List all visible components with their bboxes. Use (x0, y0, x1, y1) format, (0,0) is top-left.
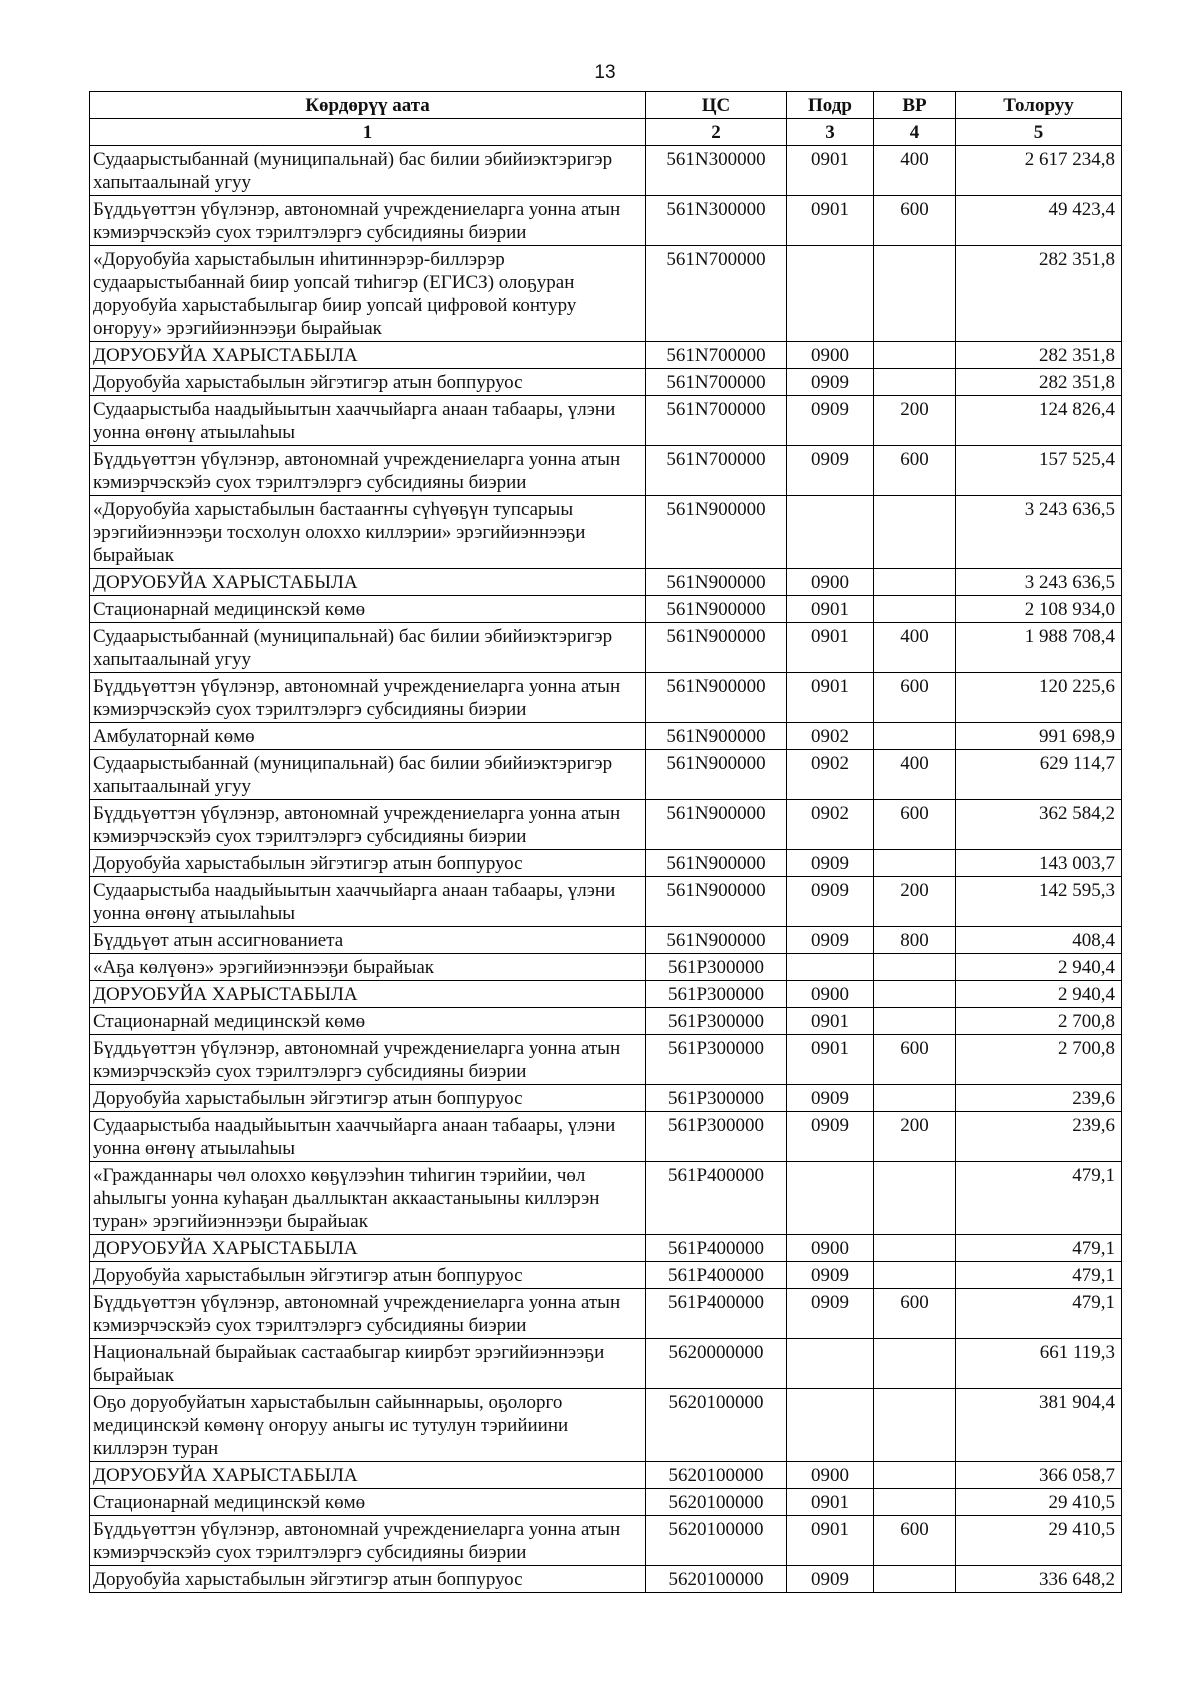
row-vr-cell (874, 1566, 956, 1593)
row-amount-cell: 120 225,6 (956, 673, 1122, 723)
column-number: 1 (90, 119, 646, 146)
row-vr-cell: 400 (874, 750, 956, 800)
table-row (90, 1516, 1122, 1566)
table-row (90, 1566, 1122, 1593)
row-name-cell: Доруобуйа харыстабылын эйгэтигэр атын боппуруос (90, 1085, 646, 1112)
row-cs-cell: 5620000000 (646, 1339, 787, 1389)
row-vr-cell: 600 (874, 1035, 956, 1085)
row-podr-cell (787, 954, 874, 981)
row-vr-cell: 600 (874, 673, 956, 723)
row-amount-cell: 282 351,8 (956, 342, 1122, 369)
row-podr-cell (787, 246, 874, 342)
column-number: 3 (787, 119, 874, 146)
row-amount-cell: 239,6 (956, 1112, 1122, 1162)
row-podr-cell: 0902 (787, 750, 874, 800)
row-podr-cell: 0909 (787, 369, 874, 396)
row-vr-cell (874, 246, 956, 342)
row-amount-cell: 408,4 (956, 927, 1122, 954)
row-name-cell: Судаарыстыбаннай (муниципальнай) бас билии эбийиэктэригэр хапытаалынай угуу (90, 146, 646, 196)
row-name-cell: Доруобуйа харыстабылын эйгэтигэр атын боппуруос (90, 369, 646, 396)
row-name-cell: Бүддьүөттэн үбүлэнэр, автономнай учреждениеларга уонна атын кэмиэрчэскэйэ суох тэрилтэлэргэ субсидияны биэрии (90, 1035, 646, 1085)
row-name-cell: Бүддьүөттэн үбүлэнэр, автономнай учреждениеларга уонна атын кэмиэрчэскэйэ суох тэрилтэлэргэ субсидияны биэрии (90, 446, 646, 496)
budget-table (89, 91, 1122, 1593)
row-podr-cell: 0909 (787, 1262, 874, 1289)
column-header-amount: Толоруу (956, 92, 1122, 119)
table-row (90, 954, 1122, 981)
table-row (90, 800, 1122, 850)
row-name-cell: Бүддьүөттэн үбүлэнэр, автономнай учреждениеларга уонна атын кэмиэрчэскэйэ суох тэрилтэлэргэ субсидияны биэрии (90, 800, 646, 850)
table-row (90, 1235, 1122, 1262)
row-cs-cell: 561N700000 (646, 396, 787, 446)
row-podr-cell: 0909 (787, 396, 874, 446)
row-podr-cell: 0901 (787, 1489, 874, 1516)
table-row (90, 446, 1122, 496)
row-vr-cell (874, 1339, 956, 1389)
table-row (90, 623, 1122, 673)
row-vr-cell (874, 569, 956, 596)
row-name-cell: Доруобуйа харыстабылын эйгэтигэр атын боппуруос (90, 1566, 646, 1593)
row-amount-cell: 49 423,4 (956, 196, 1122, 246)
row-cs-cell: 561P400000 (646, 1289, 787, 1339)
row-amount-cell: 142 595,3 (956, 877, 1122, 927)
row-cs-cell: 561N900000 (646, 673, 787, 723)
row-podr-cell: 0901 (787, 1516, 874, 1566)
row-podr-cell: 0901 (787, 596, 874, 623)
row-amount-cell: 479,1 (956, 1235, 1122, 1262)
row-name-cell: Доруобуйа харыстабылын эйгэтигэр атын боппуруос (90, 1262, 646, 1289)
row-vr-cell: 200 (874, 396, 956, 446)
table-row (90, 396, 1122, 446)
row-amount-cell: 157 525,4 (956, 446, 1122, 496)
row-amount-cell: 991 698,9 (956, 723, 1122, 750)
row-podr-cell: 0909 (787, 877, 874, 927)
row-name-cell: «Гражданнары чөл олоххо көҕүлээһин тиһигин тэрийии, чөл аһылыгы уонна куһаҕан дьаллыктан аккаастаныыны киллэрэн туран» эрэгийиэннээҕи бырайыак (90, 1162, 646, 1235)
row-name-cell: Судаарыстыба наадыйыытын хааччыйарга анаан табаары, үлэни уонна өҥөнү атыылаһыы (90, 877, 646, 927)
row-amount-cell: 2 940,4 (956, 954, 1122, 981)
row-vr-cell (874, 1389, 956, 1462)
row-cs-cell: 561P300000 (646, 1008, 787, 1035)
row-cs-cell: 5620100000 (646, 1462, 787, 1489)
row-name-cell: Амбулаторнай көмө (90, 723, 646, 750)
table-row (90, 1262, 1122, 1289)
table-header (90, 92, 1122, 146)
row-vr-cell: 400 (874, 623, 956, 673)
row-name-cell: ДОРУОБУЙА ХАРЫСТАБЫЛА (90, 981, 646, 1008)
row-cs-cell: 561N900000 (646, 623, 787, 673)
row-cs-cell: 561N900000 (646, 927, 787, 954)
row-podr-cell: 0909 (787, 927, 874, 954)
row-amount-cell: 143 003,7 (956, 850, 1122, 877)
row-amount-cell: 629 114,7 (956, 750, 1122, 800)
row-cs-cell: 5620100000 (646, 1489, 787, 1516)
row-cs-cell: 561P400000 (646, 1162, 787, 1235)
column-header-name: Көрдөрүү аата (90, 92, 646, 119)
row-amount-cell: 336 648,2 (956, 1566, 1122, 1593)
table-row (90, 1462, 1122, 1489)
column-number: 4 (874, 119, 956, 146)
row-podr-cell: 0901 (787, 1008, 874, 1035)
table-row (90, 877, 1122, 927)
row-vr-cell (874, 1085, 956, 1112)
row-cs-cell: 561P300000 (646, 1112, 787, 1162)
row-name-cell: Оҕо доруобуйатын харыстабылын сайыннарыы, оҕолорго медицинскэй көмөнү оҥоруу аныгы ис тутулун тэрийиини киллэрэн туран (90, 1389, 646, 1462)
column-number: 2 (646, 119, 787, 146)
row-cs-cell: 561N900000 (646, 877, 787, 927)
row-name-cell: Бүддьүөттэн үбүлэнэр, автономнай учреждениеларга уонна атын кэмиэрчэскэйэ суох тэрилтэлэргэ субсидияны биэрии (90, 1289, 646, 1339)
row-vr-cell (874, 369, 956, 396)
row-name-cell: Стационарнай медицинскэй көмө (90, 596, 646, 623)
row-amount-cell: 479,1 (956, 1262, 1122, 1289)
row-podr-cell: 0902 (787, 723, 874, 750)
table-row (90, 1035, 1122, 1085)
row-vr-cell (874, 723, 956, 750)
row-podr-cell: 0901 (787, 673, 874, 723)
row-name-cell: ДОРУОБУЙА ХАРЫСТАБЫЛА (90, 1235, 646, 1262)
header-row (90, 92, 1122, 119)
row-name-cell: Бүддьүөттэн үбүлэнэр, автономнай учреждениеларга уонна атын кэмиэрчэскэйэ суох тэрилтэлэргэ субсидияны биэрии (90, 1516, 646, 1566)
table-row (90, 196, 1122, 246)
row-podr-cell: 0901 (787, 1035, 874, 1085)
row-name-cell: «Доруобуйа харыстабылын бастааҥҥы сүһүөҕүн тупсарыы эрэгийиэннээҕи тосхолун олоххо киллэрии» эрэгийиэннээҕи бырайыак (90, 496, 646, 569)
table-body (90, 146, 1122, 1593)
row-podr-cell: 0900 (787, 569, 874, 596)
row-amount-cell: 282 351,8 (956, 246, 1122, 342)
row-amount-cell: 3 243 636,5 (956, 569, 1122, 596)
row-name-cell: Стационарнай медицинскэй көмө (90, 1008, 646, 1035)
row-vr-cell (874, 981, 956, 1008)
row-amount-cell: 366 058,7 (956, 1462, 1122, 1489)
row-name-cell: Судаарыстыба наадыйыытын хааччыйарга анаан табаары, үлэни уонна өҥөнү атыылаһыы (90, 396, 646, 446)
row-cs-cell: 561N300000 (646, 196, 787, 246)
row-amount-cell: 282 351,8 (956, 369, 1122, 396)
table-row (90, 1489, 1122, 1516)
row-cs-cell: 561N900000 (646, 723, 787, 750)
row-cs-cell: 561P300000 (646, 954, 787, 981)
row-podr-cell: 0901 (787, 146, 874, 196)
row-vr-cell: 200 (874, 877, 956, 927)
row-amount-cell: 239,6 (956, 1085, 1122, 1112)
row-name-cell: Судаарыстыба наадыйыытын хааччыйарга анаан табаары, үлэни уонна өҥөнү атыылаһыы (90, 1112, 646, 1162)
row-name-cell: ДОРУОБУЙА ХАРЫСТАБЫЛА (90, 1462, 646, 1489)
row-vr-cell (874, 1008, 956, 1035)
row-name-cell: «Аҕа көлүөнэ» эрэгийиэннээҕи бырайыак (90, 954, 646, 981)
row-cs-cell: 5620100000 (646, 1566, 787, 1593)
row-podr-cell: 0900 (787, 981, 874, 1008)
row-vr-cell (874, 850, 956, 877)
row-cs-cell: 561P300000 (646, 1085, 787, 1112)
column-header-vr: ВР (874, 92, 956, 119)
row-cs-cell: 561P300000 (646, 981, 787, 1008)
row-cs-cell: 561P300000 (646, 1035, 787, 1085)
table-row (90, 1112, 1122, 1162)
row-podr-cell: 0909 (787, 850, 874, 877)
row-podr-cell: 0909 (787, 446, 874, 496)
table-row (90, 246, 1122, 342)
row-podr-cell: 0902 (787, 800, 874, 850)
row-podr-cell: 0909 (787, 1289, 874, 1339)
row-vr-cell: 600 (874, 1289, 956, 1339)
row-podr-cell: 0909 (787, 1085, 874, 1112)
table-row (90, 369, 1122, 396)
row-cs-cell: 561N900000 (646, 850, 787, 877)
row-podr-cell (787, 496, 874, 569)
row-name-cell: «Доруобуйа харыстабылын иһитиннэрэр-биллэрэр судаарыстыбаннай биир уопсай тиһигэр (ЕГИСЗ) олоҕуран доруобуйа харыстабылыгар биир уопсай цифровой контуру оҥоруу» эрэгийиэннээҕи бырайыак (90, 246, 646, 342)
row-cs-cell: 5620100000 (646, 1389, 787, 1462)
row-amount-cell: 2 617 234,8 (956, 146, 1122, 196)
row-podr-cell: 0900 (787, 1235, 874, 1262)
column-header-podr: Подр (787, 92, 874, 119)
row-vr-cell (874, 596, 956, 623)
row-amount-cell: 661 119,3 (956, 1339, 1122, 1389)
table-row (90, 1289, 1122, 1339)
row-podr-cell (787, 1162, 874, 1235)
table-row (90, 1339, 1122, 1389)
row-amount-cell: 2 108 934,0 (956, 596, 1122, 623)
row-vr-cell: 600 (874, 1516, 956, 1566)
row-cs-cell: 561N900000 (646, 750, 787, 800)
row-name-cell: ДОРУОБУЙА ХАРЫСТАБЫЛА (90, 342, 646, 369)
row-cs-cell: 561N700000 (646, 342, 787, 369)
row-amount-cell: 479,1 (956, 1162, 1122, 1235)
row-name-cell: Национальнай бырайыак састаабыгар киирбэт эрэгийиэннээҕи бырайыак (90, 1339, 646, 1389)
row-name-cell: Судаарыстыбаннай (муниципальнай) бас билии эбийиэктэригэр хапытаалынай угуу (90, 623, 646, 673)
row-vr-cell (874, 954, 956, 981)
row-amount-cell: 2 700,8 (956, 1008, 1122, 1035)
row-vr-cell (874, 1235, 956, 1262)
row-name-cell: Бүддьүөттэн үбүлэнэр, автономнай учреждениеларга уонна атын кэмиэрчэскэйэ суох тэрилтэлэргэ субсидияны биэрии (90, 196, 646, 246)
table-row (90, 981, 1122, 1008)
row-cs-cell: 561N700000 (646, 446, 787, 496)
row-vr-cell: 800 (874, 927, 956, 954)
table-row (90, 1162, 1122, 1235)
row-amount-cell: 2 940,4 (956, 981, 1122, 1008)
table-row (90, 146, 1122, 196)
row-cs-cell: 561N900000 (646, 800, 787, 850)
row-cs-cell: 561N900000 (646, 496, 787, 569)
page-number: 13 (594, 62, 616, 83)
table-row (90, 342, 1122, 369)
row-vr-cell (874, 1489, 956, 1516)
row-cs-cell: 5620100000 (646, 1516, 787, 1566)
row-vr-cell: 600 (874, 800, 956, 850)
row-podr-cell: 0900 (787, 1462, 874, 1489)
row-vr-cell (874, 1462, 956, 1489)
row-amount-cell: 479,1 (956, 1289, 1122, 1339)
table-row (90, 1008, 1122, 1035)
row-name-cell: Стационарнай медицинскэй көмө (90, 1489, 646, 1516)
row-amount-cell: 3 243 636,5 (956, 496, 1122, 569)
row-amount-cell: 381 904,4 (956, 1389, 1122, 1462)
row-cs-cell: 561P400000 (646, 1262, 787, 1289)
row-cs-cell: 561N300000 (646, 146, 787, 196)
row-vr-cell: 400 (874, 146, 956, 196)
row-vr-cell (874, 1262, 956, 1289)
row-name-cell: Доруобуйа харыстабылын эйгэтигэр атын боппуруос (90, 850, 646, 877)
row-podr-cell: 0900 (787, 342, 874, 369)
table-row (90, 750, 1122, 800)
column-number: 5 (956, 119, 1122, 146)
row-vr-cell: 600 (874, 446, 956, 496)
row-name-cell: Бүддьүөт атын ассигнованиета (90, 927, 646, 954)
table-row (90, 1085, 1122, 1112)
table-row (90, 569, 1122, 596)
row-podr-cell: 0909 (787, 1112, 874, 1162)
row-vr-cell (874, 1162, 956, 1235)
row-amount-cell: 29 410,5 (956, 1516, 1122, 1566)
row-cs-cell: 561N700000 (646, 246, 787, 342)
column-header-cs: ЦС (646, 92, 787, 119)
table-row (90, 496, 1122, 569)
row-vr-cell (874, 342, 956, 369)
row-amount-cell: 29 410,5 (956, 1489, 1122, 1516)
row-vr-cell: 600 (874, 196, 956, 246)
table-row (90, 673, 1122, 723)
row-amount-cell: 1 988 708,4 (956, 623, 1122, 673)
row-cs-cell: 561N900000 (646, 569, 787, 596)
row-cs-cell: 561N900000 (646, 596, 787, 623)
row-amount-cell: 124 826,4 (956, 396, 1122, 446)
row-name-cell: ДОРУОБУЙА ХАРЫСТАБЫЛА (90, 569, 646, 596)
row-podr-cell: 0901 (787, 196, 874, 246)
row-name-cell: Бүддьүөттэн үбүлэнэр, автономнай учреждениеларга уонна атын кэмиэрчэскэйэ суох тэрилтэлэргэ субсидияны биэрии (90, 673, 646, 723)
table-row (90, 723, 1122, 750)
row-name-cell: Судаарыстыбаннай (муниципальнай) бас билии эбийиэктэригэр хапытаалынай угуу (90, 750, 646, 800)
row-cs-cell: 561N700000 (646, 369, 787, 396)
row-amount-cell: 2 700,8 (956, 1035, 1122, 1085)
table-row (90, 1389, 1122, 1462)
row-cs-cell: 561P400000 (646, 1235, 787, 1262)
row-podr-cell: 0909 (787, 1566, 874, 1593)
row-podr-cell (787, 1339, 874, 1389)
row-amount-cell: 362 584,2 (956, 800, 1122, 850)
row-podr-cell: 0901 (787, 623, 874, 673)
row-podr-cell (787, 1389, 874, 1462)
table-row (90, 596, 1122, 623)
row-vr-cell: 200 (874, 1112, 956, 1162)
column-number-row (90, 119, 1122, 146)
table-row (90, 927, 1122, 954)
row-vr-cell (874, 496, 956, 569)
table-row (90, 850, 1122, 877)
